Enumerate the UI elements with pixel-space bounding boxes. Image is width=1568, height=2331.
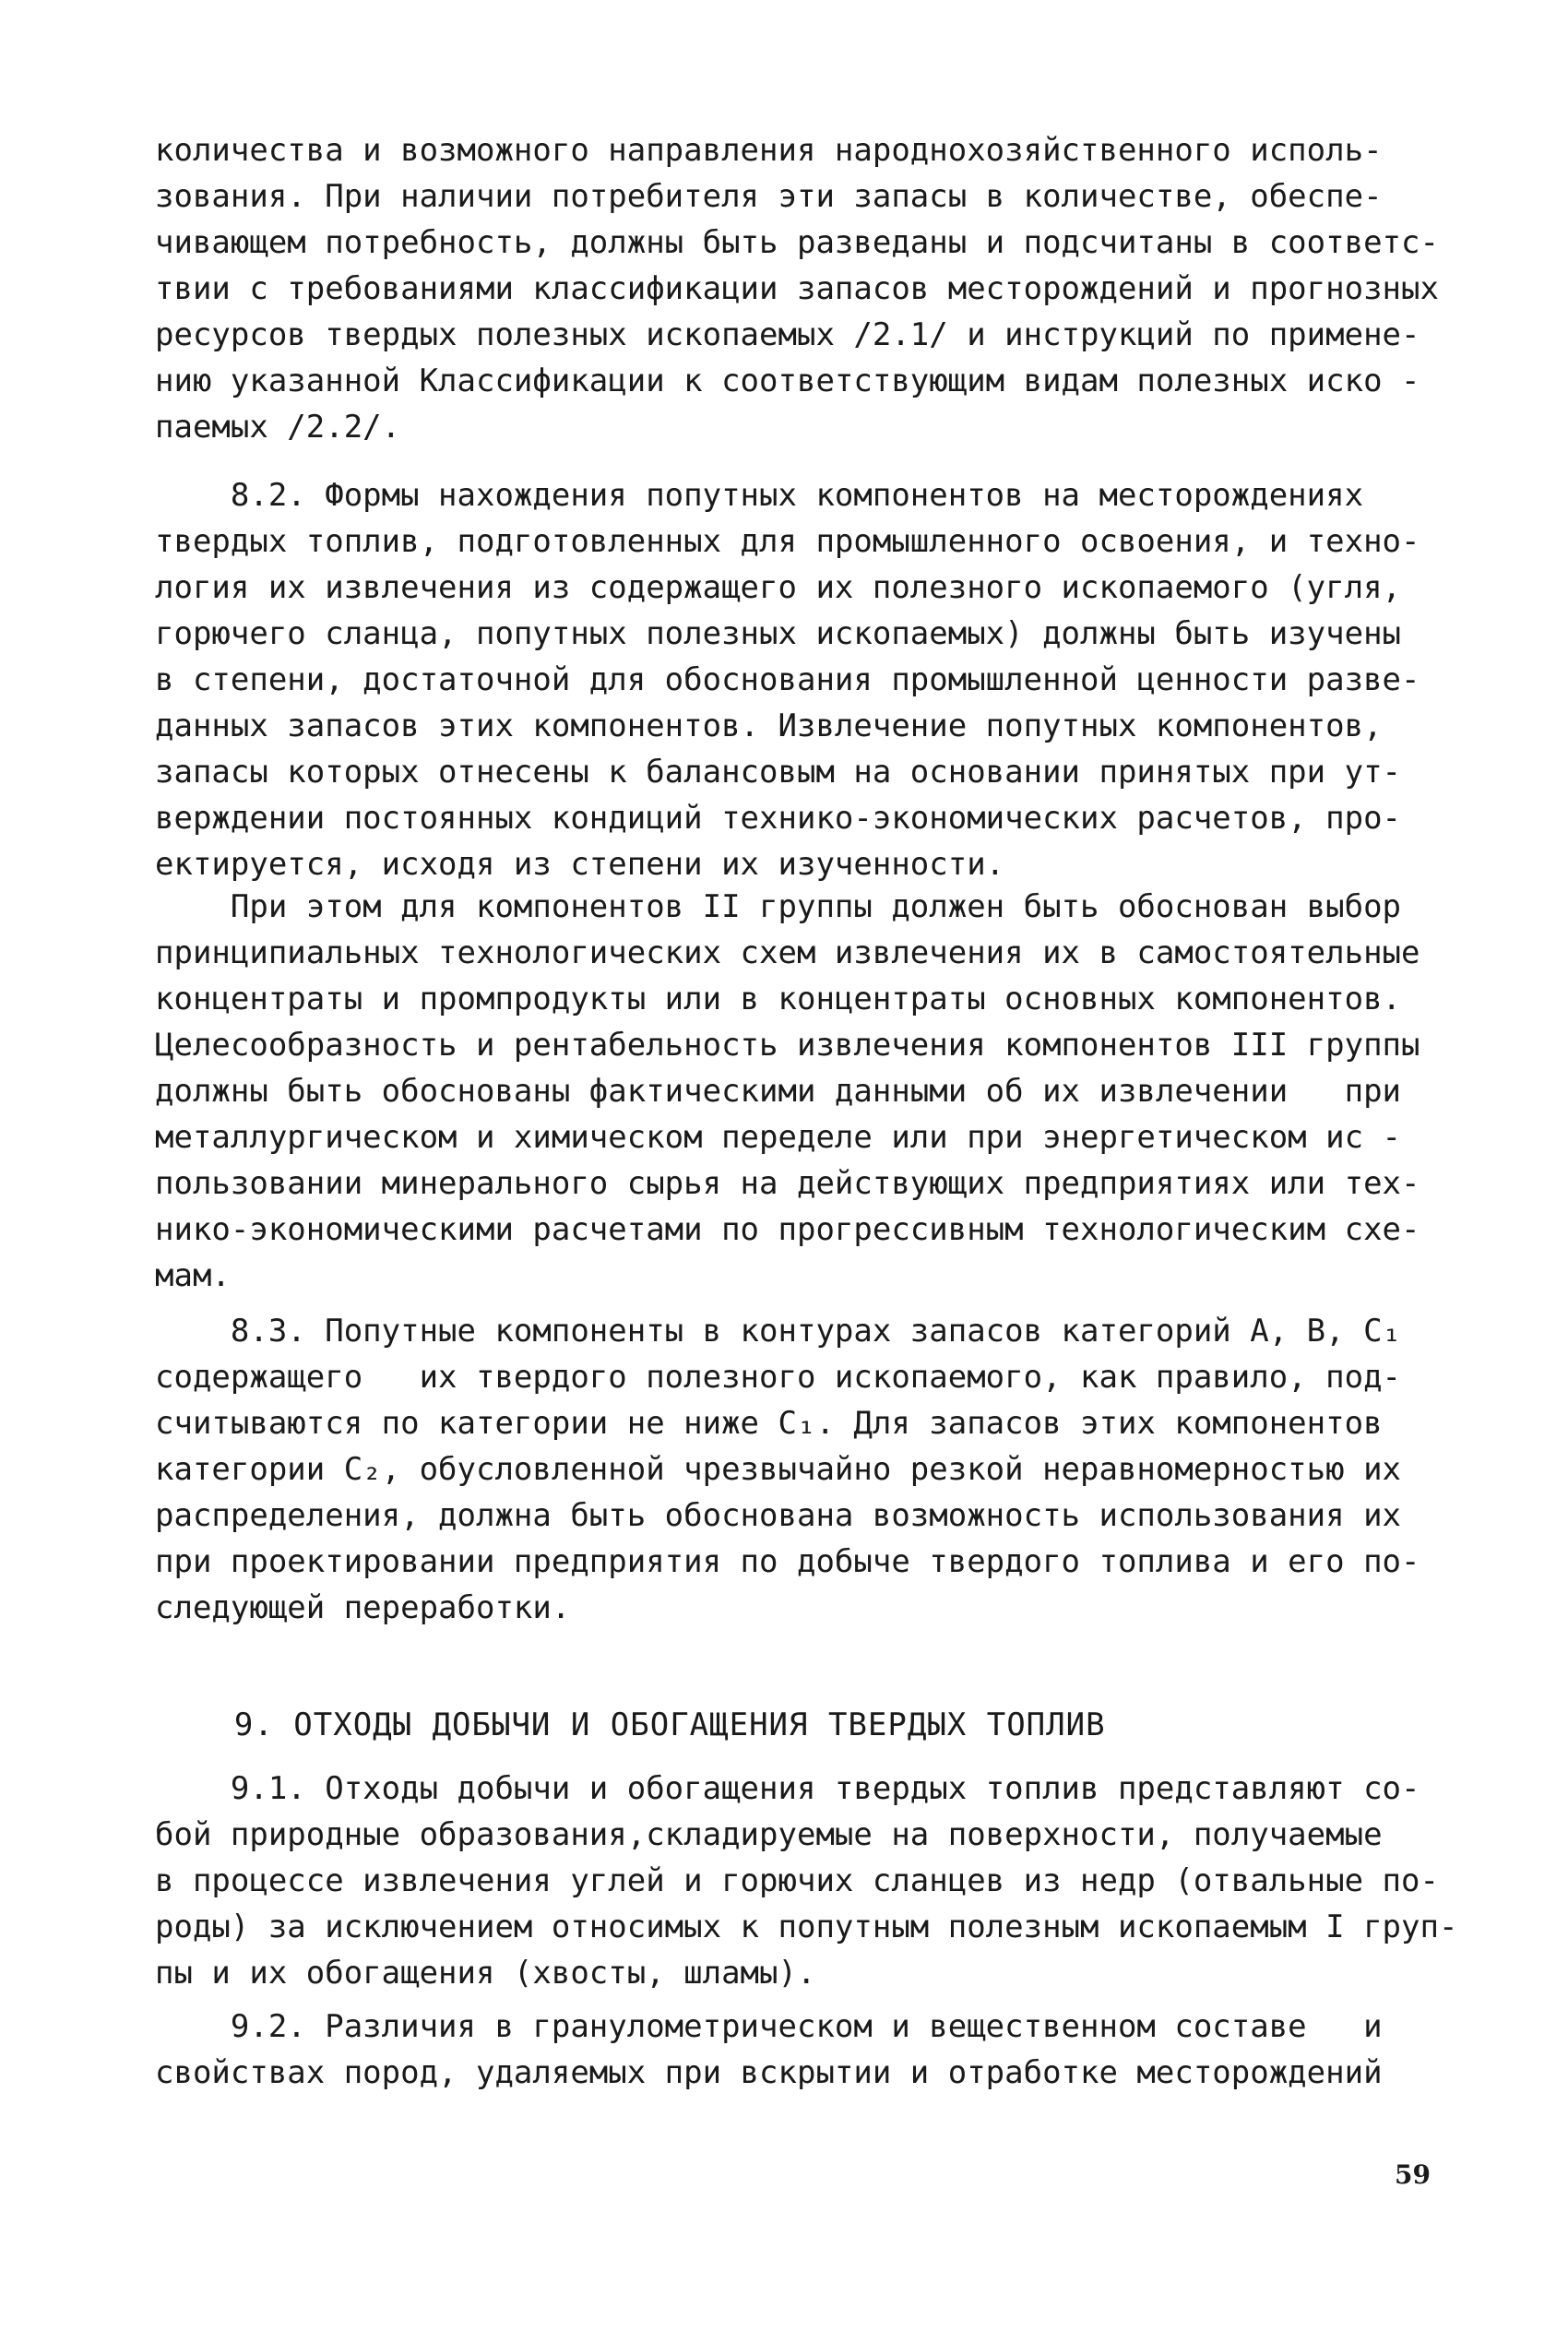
- text-line: должны быть обоснованы фактическими данными об их извлечении при: [155, 1073, 1402, 1110]
- text-line: твии с требованиями классификации запасов месторождений и прогнозных: [155, 270, 1439, 307]
- text-line: в процессе извлечения углей и горючих сланцев из недр (отвальные по-: [155, 1862, 1439, 1899]
- text-line: паемых /2.2/.: [155, 409, 401, 446]
- text-line: 9.1. Отходы добычи и обогащения твердых топлив представляют со-: [155, 1770, 1420, 1807]
- text-line: ектируется, исходя из степени их изученности.: [155, 846, 1005, 883]
- text-line: запасы которых отнесены к балансовым на основании принятых при ут-: [155, 754, 1402, 791]
- text-line: следующей переработки.: [155, 1589, 571, 1626]
- text-line: металлургическом и химическом переделе или при энергетическом ис -: [155, 1119, 1402, 1156]
- text-line: пы и их обогащения (хвосты, шламы).: [155, 1955, 816, 1992]
- paragraph-continuation: [155, 127, 1446, 450]
- paragraph-8-2: [155, 472, 1446, 887]
- text-line: данных запасов этих компонентов. Извлечение попутных компонентов,: [155, 708, 1383, 744]
- paragraph-9-1: [155, 1766, 1458, 1996]
- text-line: верждении постоянных кондиций технико-экономических расчетов, про-: [155, 800, 1402, 837]
- text-line: чивающем потребность, должны быть разведаны и подсчитаны в соответс-: [155, 224, 1439, 261]
- text-line: При этом для компонентов II группы должен быть обоснован выбор: [155, 888, 1402, 925]
- text-line: роды) за исключением относимых к попутным полезным ископаемым I груп-: [155, 1909, 1458, 1945]
- section-9-title: 9. ОТХОДЫ ДОБЫЧИ И ОБОГАЩЕНИЯ ТВЕРДЫХ ТОПЛИВ: [155, 1707, 1106, 1743]
- text-line: твердых топлив, подготовленных для промышленного освоения, и техно-: [155, 523, 1420, 560]
- text-line: нию указанной Классификации к соответствующим видам полезных иско -: [155, 363, 1420, 399]
- text-line: свойствах пород, удаляемых при вскрытии и отработке месторождений: [155, 2054, 1383, 2091]
- text-line: количества и возможного направления народнохозяйственного исполь-: [155, 132, 1383, 169]
- text-line: бой природные образования,складируемые на поверхности, получаемые: [155, 1816, 1383, 1853]
- text-line: 9.2. Различия в гранулометрическом и вещественном составе и: [155, 2008, 1383, 2045]
- paragraph-8-3: [155, 1308, 1446, 1631]
- text-line: распределения, должна быть обоснована возможность использования их: [155, 1497, 1402, 1534]
- text-line: нико-экономическими расчетами по прогрессивным технологическим схе-: [155, 1211, 1420, 1248]
- paragraph-group-schemes: [155, 884, 1446, 1299]
- text-line: 8.2. Формы нахождения попутных компонентов на месторождениях: [155, 477, 1364, 514]
- section-heading: [155, 1702, 1446, 1748]
- text-line: пользовании минерального сырья на действующих предприятиях или тех-: [155, 1165, 1420, 1202]
- text-line: логия их извлечения из содержащего их полезного ископаемого (угля,: [155, 569, 1402, 606]
- text-line: при проектировании предприятия по добыче твердого топлива и его по-: [155, 1543, 1420, 1580]
- text-line: принципиальных технологических схем извлечения их в самостоятельные: [155, 934, 1420, 971]
- text-line: категории C₂, обусловленной чрезвычайно резкой неравномерностью их: [155, 1451, 1402, 1488]
- text-line: концентраты и промпродукты или в концентраты основных компонентов.: [155, 981, 1402, 1017]
- text-line: в степени, достаточной для обоснования промышленной ценности разве-: [155, 661, 1420, 698]
- text-line: считываются по категории не ниже C₁. Для запасов этих компонентов: [155, 1405, 1383, 1442]
- text-line: мам.: [155, 1257, 231, 1294]
- text-line: Целесообразность и рентабельность извлечения компонентов III группы: [155, 1027, 1420, 1064]
- paragraph-9-2: [155, 2004, 1446, 2096]
- text-line: горючего сланца, попутных полезных ископаемых) должны быть изучены: [155, 615, 1402, 652]
- text-line: 8.3. Попутные компоненты в контурах запасов категорий А, В, C₁: [155, 1313, 1402, 1350]
- page-number: 59: [1395, 2159, 1431, 2190]
- text-line: зования. При наличии потребителя эти запасы в количестве, обеспе-: [155, 178, 1383, 215]
- text-line: ресурсов твердых полезных ископаемых /2.1/ и инструкций по примене-: [155, 316, 1420, 353]
- text-line: содержащего их твердого полезного ископаемого, как правило, под-: [155, 1359, 1402, 1396]
